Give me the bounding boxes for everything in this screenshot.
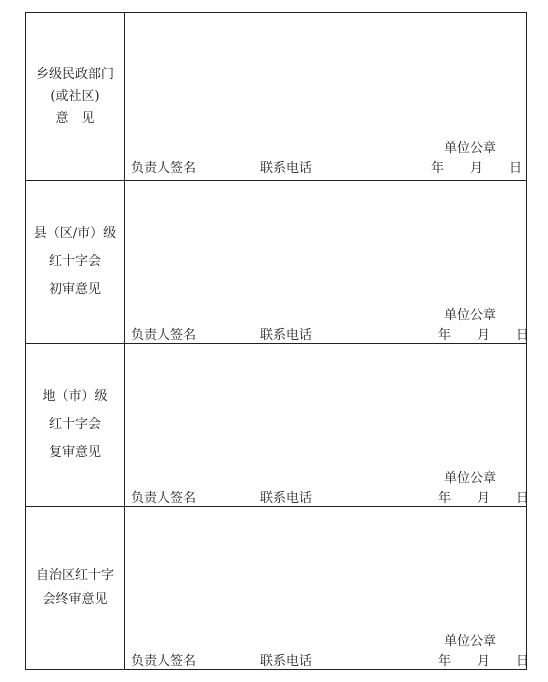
form-row-township [26,13,526,180]
row-label-line: 意 见 [55,110,95,126]
signer-label: 负责人签名 [131,161,197,176]
seal-label: 单位公章 [444,308,497,323]
row-label-line: 初审意见 [48,282,101,297]
row-label-line: 复审意见 [48,445,101,460]
signer-label: 负责人签名 [131,491,197,506]
phone-label: 联系电话 [260,491,313,506]
signer-label: 负责人签名 [131,328,197,343]
seal-label: 单位公章 [444,141,497,156]
row-label-line: 红十字会 [48,417,101,432]
phone-label: 联系电话 [260,654,313,669]
form-row-prefecture [26,343,530,506]
date-label: 年 月 日 [431,161,523,176]
row-label-line: 县（区/市）级 [33,226,117,241]
row-label-line: 乡级民政部门 [35,66,114,82]
date-label: 年 月 日 [438,654,530,669]
row-label [26,13,125,180]
signer-label: 负责人签名 [131,654,197,669]
row-label-line: (或社区) [50,88,100,104]
review-opinion-form [25,12,530,670]
row-label-line: 地（市）级 [42,389,108,404]
row-label-line: 会终审意见 [42,592,108,607]
date-label: 年 月 日 [438,328,530,343]
date-label: 年 月 日 [438,491,530,506]
phone-label: 联系电话 [260,328,313,343]
form-row-county [26,180,530,343]
row-label [26,344,125,506]
row-label-line: 自治区红十字 [35,568,114,583]
row-label [26,181,125,343]
phone-label: 联系电话 [260,161,313,176]
form-row-region [26,506,530,669]
row-label-line: 红十字会 [48,254,101,269]
seal-label: 单位公章 [444,634,497,649]
row-label [26,507,125,669]
seal-label: 单位公章 [444,471,497,486]
